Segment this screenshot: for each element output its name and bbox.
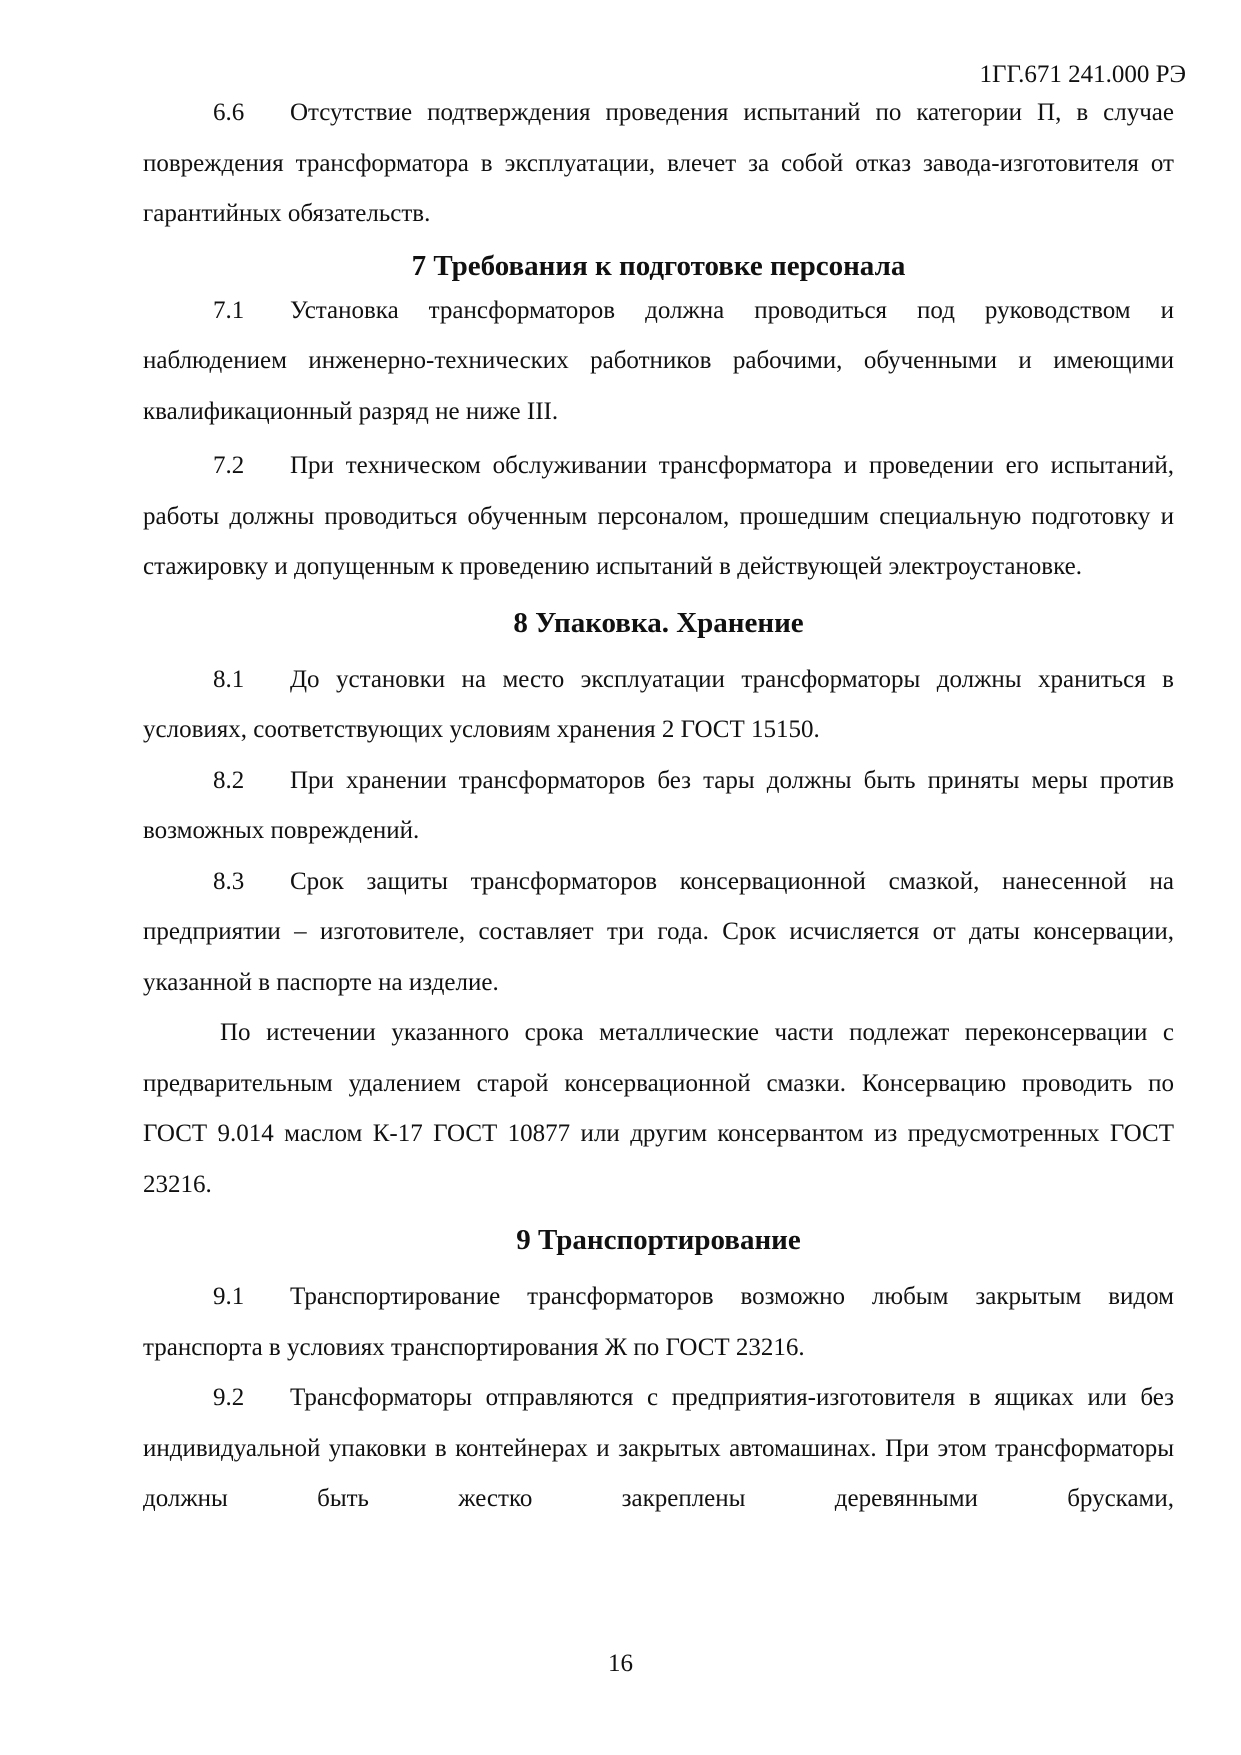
paragraph-text: Трансформаторы отправляются с предприятия-изготовителя в ящиках или без индивидуальной упаковки в контейнерах и закрытых автомашинах. При этом трансформаторы должны быть жестко закреплены деревянными брусками, bbox=[143, 1384, 1174, 1512]
clause-number: 7.1 bbox=[213, 296, 245, 324]
paragraph-text: При техническом обслуживании трансформатора и проведении его испытаний, работы должны проводиться обученным персоналом, прошедшим специальную подготовку и стажировку и допущенным к проведению испытаний в действующей электроустановке. bbox=[143, 452, 1174, 580]
paragraph-text: При хранении трансформаторов без тары должны быть приняты меры против возможных повреждений. bbox=[143, 766, 1174, 844]
section-heading-9: 9 Транспортирование bbox=[516, 1224, 801, 1256]
section-heading-8: 8 Упаковка. Хранение bbox=[513, 606, 804, 639]
page-number: 16 bbox=[608, 1650, 633, 1677]
clause-number: 7.2 bbox=[213, 452, 245, 479]
paragraph-9-1 bbox=[143, 1272, 1174, 1373]
paragraph-text: Отсутствие подтверждения проведения испытаний по категории П, в случае повреждения трансформатора в эксплуатации, влечет за собой отказ завода-изготовителя от гарантийных обязательств. bbox=[143, 99, 1174, 227]
document-code: 1ГГ.671 241.000 РЭ bbox=[979, 61, 1186, 88]
paragraph-9-2 bbox=[143, 1373, 1174, 1525]
paragraph-7-1 bbox=[143, 286, 1174, 438]
clause-number: 6.6 bbox=[213, 99, 245, 126]
paragraph-text: Срок защиты трансформаторов консервационной смазкой, нанесенной на предприятии – изготовителе, составляет три года. Срок исчисляется от даты консервации, указанной в паспорте на изделие. bbox=[143, 867, 1174, 996]
paragraph-text: Транспортирование трансформаторов возможно любым закрытым видом транспорта в условиях транспортирования Ж по ГОСТ 23216. bbox=[143, 1283, 1174, 1361]
page-content bbox=[143, 88, 1174, 1525]
paragraph-text: По истечении указанного срока металлические части подлежат переконсервации с предварительным удалением старой консервационной смазки. Консервацию проводить по ГОСТ 9.014 маслом К-17 ГОСТ 10877 или другим консервантом из предусмотренных ГОСТ 23216. bbox=[143, 1019, 1174, 1198]
paragraph-6-6 bbox=[143, 88, 1174, 240]
clause-number: 8.2 bbox=[213, 766, 245, 794]
paragraph-8-3-continued bbox=[143, 1008, 1174, 1210]
section-heading-7: 7 Требования к подготовке персонала bbox=[411, 249, 906, 282]
paragraph-text: Установка трансформаторов должна проводиться под руководством и наблюдением инженерно-технических работников рабочими, обученными и имеющими квалификационный разряд не ниже III. bbox=[143, 296, 1174, 425]
paragraph-text: До установки на место эксплуатации трансформаторы должны храниться в условиях, соответствующих условиям хранения 2 ГОСТ 15150. bbox=[143, 665, 1174, 743]
clause-number: 9.1 bbox=[213, 1283, 245, 1310]
clause-number: 9.2 bbox=[213, 1384, 245, 1411]
paragraph-8-2 bbox=[143, 756, 1174, 857]
paragraph-7-2 bbox=[143, 441, 1174, 593]
clause-number: 8.3 bbox=[213, 867, 245, 895]
paragraph-8-3 bbox=[143, 857, 1174, 1009]
paragraph-8-1 bbox=[143, 655, 1174, 756]
clause-number: 8.1 bbox=[213, 665, 245, 693]
